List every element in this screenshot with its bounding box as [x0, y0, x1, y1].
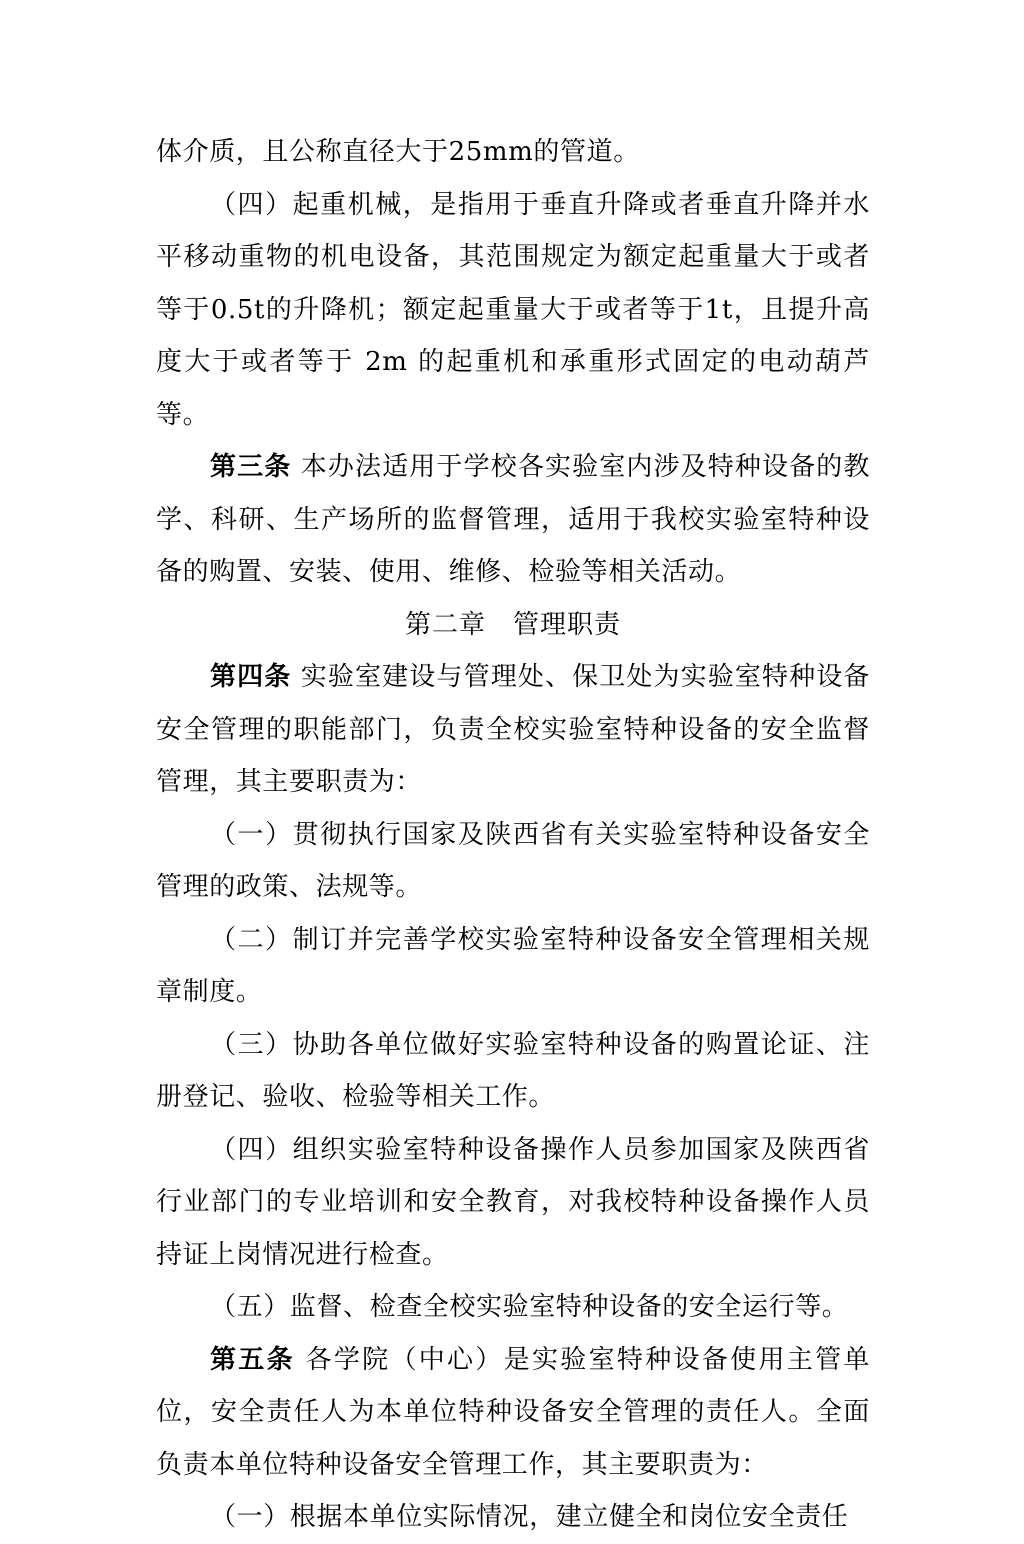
paragraph-text: 体介质，且公称直径大于25mm的管道。: [156, 137, 640, 167]
list-item: [156, 809, 870, 914]
article-heading: 第五条: [210, 1344, 295, 1375]
document-page: [156, 126, 870, 1544]
paragraph-text: 各学院（中心）是实验室特种设备使用主管单位，安全责任人为本单位特种设备安全管理的责任人。全面负责本单位特种设备安全管理工作，其主要职责为：: [156, 1344, 870, 1480]
paragraph-text: （四）起重机械，是指用于垂直升降或者垂直升降并水平移动重物的机电设备，其范围规定为额定起重量大于或者等于0.5t的升降机；额定起重量大于或者等于1t，且提升高度大于或者等于 2m 的起重机和承重形式固定的电动葫芦等。: [156, 189, 870, 430]
chapter-heading: 第二章 管理职责: [404, 609, 621, 640]
list-item: [156, 1281, 870, 1334]
chapter-title: [156, 599, 870, 652]
list-item: [156, 914, 870, 1019]
paragraph-text: （一）根据本单位实际情况，建立健全和岗位安全责任: [210, 1502, 849, 1532]
article-heading: 第四条: [210, 662, 292, 692]
paragraph-text: （二）制订并完善学校实验室特种设备安全管理相关规章制度。: [156, 924, 870, 1007]
article-4: [156, 651, 870, 809]
paragraph-text: 实验室建设与管理处、保卫处为实验室特种设备安全管理的职能部门，负责全校实验室特种设备的安全监督管理，其主要职责为：: [156, 662, 870, 797]
list-item: [156, 1019, 870, 1124]
article-heading: 第三条: [210, 452, 292, 482]
paragraph-text: （四）组织实验室特种设备操作人员参加国家及陕西省行业部门的专业培训和安全教育，对我校特种设备操作人员持证上岗情况进行检查。: [156, 1134, 870, 1270]
paragraph-item-lifting-machinery: [156, 179, 870, 442]
list-item: [156, 1124, 870, 1282]
list-item: [156, 1491, 870, 1544]
paragraph-text: （一）贯彻执行国家及陕西省有关实验室特种设备安全管理的政策、法规等。: [156, 819, 870, 902]
paragraph-text: （三）协助各单位做好实验室特种设备的购置论证、注册登记、验收、检验等相关工作。: [156, 1029, 870, 1112]
article-3: [156, 441, 870, 599]
paragraph-text: （五）监督、检查全校实验室特种设备的安全运行等。: [210, 1292, 849, 1322]
paragraph-continuation: [156, 126, 870, 179]
paragraph-text: 本办法适用于学校各实验室内涉及特种设备的教学、科研、生产场所的监督管理，适用于我校实验室特种设备的购置、安装、使用、维修、检验等相关活动。: [156, 452, 870, 587]
article-5: [156, 1334, 870, 1492]
